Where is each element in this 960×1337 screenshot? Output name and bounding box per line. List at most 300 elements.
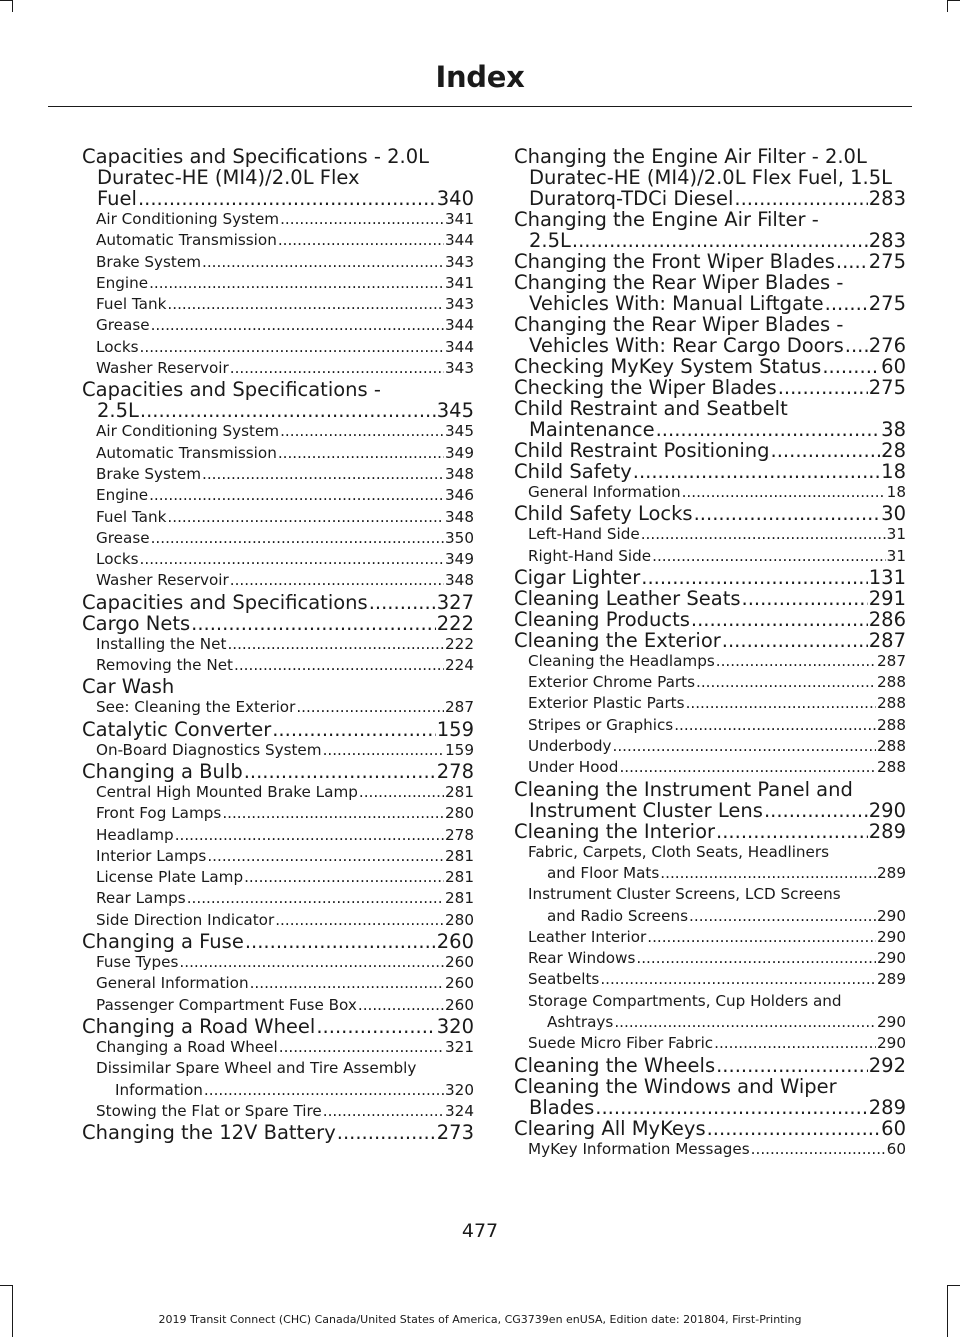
index-subentry [82,973,474,994]
dot-leader [822,356,880,377]
dot-leader [227,634,444,655]
page-reference: 38 [881,418,906,441]
entry-text: Vehicles With: Rear Cargo Doors [529,334,844,357]
entry-text: Changing the Engine Air Filter - 2.0L [514,145,867,168]
page-reference: 288 [877,673,906,692]
entry-text: Rear Windows [528,949,636,968]
dot-leader [694,503,881,524]
page-reference: 275 [868,250,906,273]
index-subentry [82,443,474,464]
dot-leader [280,209,444,230]
index-subentry [514,757,906,778]
page-reference: 260 [445,953,474,972]
dot-leader [250,973,444,994]
index-subentry [82,888,474,909]
entry-text: Checking the Wiper Blades [514,376,777,399]
dot-leader [151,528,444,549]
entry-text: Stripes or Graphics [528,715,674,734]
index-column-right [514,146,906,1160]
entry-text: Fuel Tank [96,507,167,526]
index-subentry [82,230,474,251]
entry-text: Engine [96,273,149,292]
dot-leader [207,846,444,867]
index-subentry [514,842,906,863]
dot-leader [707,1118,881,1139]
page-reference: 287 [868,628,906,652]
entry-text: Fuel Tank [96,295,167,314]
index-entry [514,272,906,293]
index-entry [514,588,906,609]
page-reference: 289 [877,970,906,989]
index-subentry [514,1033,906,1054]
entry-text: Rear Lamps [96,889,186,908]
dot-leader [714,1033,876,1054]
index-entry [82,761,474,782]
index-column-left [82,146,474,1143]
index-entry [514,821,906,842]
index-entry [82,167,474,188]
entry-text: Passenger Compartment Fuse Box [96,995,357,1014]
crop-mark [947,1285,948,1337]
dot-leader [696,672,876,693]
index-subentry [514,991,906,1012]
entry-text: Installing the Net [96,634,227,653]
entry-text: Changing the Front Wiper Blades [514,250,835,273]
entry-text: Interior Lamps [96,846,207,865]
entry-text: Central High Mounted Brake Lamp [96,782,358,801]
dot-leader [722,630,868,651]
entry-text: Brake System [96,464,202,483]
index-subentry [514,482,906,503]
crop-mark [948,0,960,1]
index-entry [82,146,474,167]
index-subentry [514,715,906,736]
dot-leader [845,335,868,356]
entry-text: General Information [528,483,681,501]
entry-text: Seatbelts [528,970,600,989]
dot-leader [734,188,867,209]
entry-text: Duratorq-TDCi Diesel [529,187,734,210]
page-reference: 260 [436,930,474,954]
dot-leader [323,1101,444,1122]
page-reference: 350 [445,528,474,547]
dot-leader [234,655,444,676]
index-entry [514,800,906,821]
page-reference: 340 [436,187,474,210]
page-title: Index [435,60,525,94]
index-entry [514,209,906,230]
dot-leader [149,485,444,506]
crop-mark [0,1285,12,1286]
dot-leader [716,651,876,672]
entry-text: Fuel [97,187,137,210]
dot-leader [825,293,868,314]
index-subentry [82,867,474,888]
index-entry [514,335,906,356]
entry-text: Storage Compartments, Cup Holders and [528,991,842,1010]
index-subentry [514,524,906,545]
index-subentry [82,697,474,718]
entry-text: Stowing the Flat or Spare Tire [96,1101,322,1120]
entry-text: Changing a Road Wheel [96,1037,278,1056]
index-entry [514,314,906,335]
page-reference: 348 [445,464,474,483]
index-subentry [82,782,474,803]
index-entry [514,630,906,651]
page-reference: 344 [445,337,474,356]
index-entry [82,1016,474,1037]
index-entry [514,1118,906,1139]
index-subentry [82,358,474,379]
page-reference: 288 [877,737,906,756]
index-subentry [82,1080,474,1101]
page-reference: 286 [868,607,906,631]
page-reference: 281 [445,782,474,801]
dot-leader [572,230,868,251]
index-subentry [82,740,474,761]
entry-text: Grease [96,316,150,335]
dot-leader [359,782,444,803]
dot-leader [641,567,868,588]
page-reference: 289 [868,1095,906,1119]
page-reference: 281 [445,846,474,865]
entry-text: Washer Reservoir [96,571,229,590]
entry-text: Under Hood [528,758,619,777]
entry-text: Cleaning the Headlamps [528,651,715,670]
index-subentry [514,672,906,693]
entry-text: Capacities and Specifications - 2.0L [82,145,430,168]
entry-text: Fuse Types [96,953,179,972]
page-reference: 320 [445,1080,474,1099]
dot-leader [674,715,876,736]
index-entry [514,461,906,482]
page-reference: 283 [868,187,906,210]
dot-leader [167,294,444,315]
page-reference: 222 [436,611,474,635]
page-number: 477 [461,1220,499,1242]
dot-leader [191,613,436,634]
entry-text: Exterior Chrome Parts [528,673,696,692]
entry-text: Cleaning the Interior [514,819,716,843]
index-entry [514,779,906,800]
crop-mark [12,1285,13,1337]
dot-leader [244,867,444,888]
index-subentry [82,803,474,824]
page-reference: 131 [868,565,906,589]
entry-text: MyKey Information Messages [528,1139,750,1158]
dot-leader [202,252,444,273]
dot-leader [716,821,868,842]
entry-text: On-Board Diagnostics System [96,740,322,759]
index-subentry [82,655,474,676]
index-entry [514,251,906,272]
entry-text: Removing the Net [96,656,234,675]
entry-text: Cleaning Products [514,607,690,631]
entry-text: Right-Hand Side [528,546,652,565]
dot-leader [323,740,444,761]
entry-text: Changing a Fuse [82,930,244,954]
entry-text: Changing a Road Wheel [82,1014,316,1038]
entry-text: Changing the Rear Wiper Blades - [514,313,844,336]
page-reference: 341 [445,273,474,292]
page-reference: 343 [445,252,474,271]
page-reference: 281 [445,889,474,908]
entry-text: Vehicles With: Manual Liftgate [529,292,824,315]
page-reference: 31 [886,546,906,565]
page-reference: 288 [877,758,906,777]
index-subentry [82,294,474,315]
index-subentry [82,528,474,549]
index-entry [514,293,906,314]
entry-text: Capacities and Specifications [82,590,368,614]
entry-text: Cleaning the Instrument Panel and [514,777,853,801]
entry-text: 2.5L [97,399,139,423]
page-reference: 260 [445,995,474,1014]
index-subentry [514,736,906,757]
index-entry [82,1122,474,1143]
dot-leader [660,863,876,884]
entry-text: Automatic Transmission [96,443,277,462]
dot-leader [272,719,436,740]
index-entry [82,676,474,697]
page-reference: 288 [877,694,906,713]
entry-text: Information [115,1080,203,1099]
dot-leader [167,507,444,528]
entry-text: Maintenance [529,418,655,441]
dot-leader [652,546,886,567]
page-reference: 327 [436,590,474,614]
page-reference: 281 [445,868,474,887]
entry-text: Changing a Bulb [82,759,243,783]
entry-text: Cleaning the Wheels [514,1053,716,1077]
dot-leader [614,1012,876,1033]
entry-text: Cleaning the Exterior [514,628,721,652]
dot-leader [279,1037,444,1058]
entry-text: Air Conditioning System [96,210,280,228]
dot-leader [278,230,444,251]
index-entry [514,377,906,398]
entry-text: Left-Hand Side [528,525,640,544]
page-reference: 324 [445,1101,474,1120]
page-reference: 159 [445,740,474,759]
page-reference: 278 [445,825,474,844]
index-subentry [82,1037,474,1058]
index-entry [514,567,906,588]
page-reference: 290 [877,1034,906,1053]
entry-text: 2.5L [529,229,571,252]
entry-text: Duratec-HE (MI4)/2.0L Flex Fuel, 1.5L [529,166,892,189]
dot-leader [222,803,444,824]
index-subentry [514,651,906,672]
crop-mark [948,1285,960,1286]
page-reference: 278 [436,759,474,783]
footer-edition-info: 2019 Transit Connect (CHC) Canada/United States of America, CG3739en enUSA, Edition date: 201804, First-Printing [158,1313,802,1326]
index-entry [514,440,906,461]
page-reference: 30 [881,502,906,526]
entry-text: Catalytic Converter [82,717,272,741]
entry-text: Instrument Cluster Lens [529,798,763,822]
index-entry [82,613,474,634]
page-reference: 320 [436,1014,474,1038]
page-reference: 288 [877,715,906,734]
index-entry [82,400,474,421]
dot-leader [742,588,868,609]
dot-leader [204,1080,444,1101]
index-entry [514,1055,906,1076]
page-reference: 287 [877,651,906,670]
entry-text: Headlamp [96,825,174,844]
index-subentry [82,570,474,591]
entry-text: Child Safety Locks [514,502,693,526]
dot-leader [764,800,868,821]
dot-leader [636,948,876,969]
entry-text: Side Direction Indicator [96,910,275,929]
page-reference: 222 [445,634,474,653]
entry-text: Child Restraint Positioning [514,439,770,462]
index-subentry [82,1058,474,1079]
index-entry [514,188,906,209]
page-reference: 290 [877,927,906,946]
page-reference: 349 [445,443,474,462]
index-entry [514,146,906,167]
dot-leader [595,1097,867,1118]
dot-leader [275,910,444,931]
entry-text: Instrument Cluster Screens, LCD Screens [528,885,841,904]
dot-leader [656,419,881,440]
page-reference: 290 [868,798,906,822]
dot-leader [836,251,868,272]
entry-text: Underbody [528,737,612,756]
entry-text: Duratec-HE (MI4)/2.0L Flex [97,166,360,189]
entry-text: Brake System [96,252,202,271]
entry-text: Dissimilar Spare Wheel and Tire Assembly [96,1059,417,1078]
dot-leader [278,443,444,464]
index-entry [514,1076,906,1097]
crop-mark [0,0,12,1]
crop-mark [947,0,948,12]
index-subentry [514,546,906,567]
page-reference: 18 [886,483,906,501]
page-reference: 60 [886,1139,906,1158]
index-subentry [82,421,474,442]
page-reference: 283 [868,229,906,252]
page-reference: 275 [868,376,906,399]
index-subentry [514,884,906,905]
index-subentry [514,693,906,714]
page-reference: 343 [445,359,474,378]
entry-text: Child Restraint and Seatbelt [514,397,788,420]
header-divider [48,106,912,107]
index-entry [514,167,906,188]
dot-leader [179,952,444,973]
dot-leader [751,1139,886,1160]
dot-leader [369,592,436,613]
page-reference: 60 [881,355,906,378]
entry-text: Front Fog Lamps [96,804,222,823]
page-reference: 31 [886,525,906,544]
dot-leader [771,440,881,461]
index-subentry [82,209,474,230]
index-subentry [82,273,474,294]
dot-leader [140,337,444,358]
entry-text: See: Cleaning the Exterior [96,698,296,717]
dot-leader [633,461,880,482]
entry-text: Ashtrays [547,1013,614,1032]
index-subentry [82,825,474,846]
page-reference: 292 [868,1053,906,1077]
dot-leader [691,609,868,630]
entry-text: Changing the Rear Wiper Blades - [514,271,844,294]
page-reference: 321 [445,1037,474,1056]
index-subentry [82,952,474,973]
index-subentry [82,846,474,867]
dot-leader [296,697,444,718]
entry-text: Child Safety [514,460,632,483]
index-subentry [82,634,474,655]
index-entry [514,609,906,630]
index-subentry [82,252,474,273]
entry-text: License Plate Lamp [96,868,244,887]
dot-leader [230,358,444,379]
entry-text: Clearing All MyKeys [514,1116,706,1140]
entry-text: Locks [96,550,139,569]
index-subentry [514,863,906,884]
page-reference: 346 [445,486,474,505]
index-entry [82,931,474,952]
page-reference: 341 [445,210,474,228]
dot-leader [230,570,444,591]
dot-leader [600,969,876,990]
index-subentry [514,948,906,969]
page-reference: 290 [877,1013,906,1032]
entry-text: Engine [96,486,149,505]
index-subentry [82,507,474,528]
entry-text: Suede Micro Fiber Fabric [528,1034,714,1053]
page-reference: 290 [877,949,906,968]
page-reference: 18 [881,460,906,483]
index-entry [82,592,474,613]
index-subentry [514,927,906,948]
dot-leader [316,1016,435,1037]
dot-leader [337,1122,436,1143]
index-subentry [514,1012,906,1033]
index-subentry [82,995,474,1016]
page-reference: 291 [868,586,906,610]
index-subentry [82,1101,474,1122]
index-subentry [82,337,474,358]
page-reference: 345 [436,399,474,423]
index-entry [82,719,474,740]
entry-text: General Information [96,974,249,993]
index-subentry [514,969,906,990]
dot-leader [149,273,444,294]
entry-text: Changing the 12V Battery [82,1121,336,1145]
index-entry [82,379,474,400]
entry-text: Blades [529,1095,595,1119]
entry-text: Cargo Nets [82,611,191,635]
dot-leader [187,888,444,909]
crop-mark [12,0,13,12]
page-reference: 289 [877,863,906,882]
entry-text: Cigar Lighter [514,565,641,589]
page-reference: 260 [445,974,474,993]
page-reference: 28 [881,439,906,462]
dot-leader [358,995,444,1016]
entry-text: Changing the Engine Air Filter - [514,208,819,231]
index-entry [514,356,906,377]
dot-leader [140,549,444,570]
dot-leader [686,693,876,714]
